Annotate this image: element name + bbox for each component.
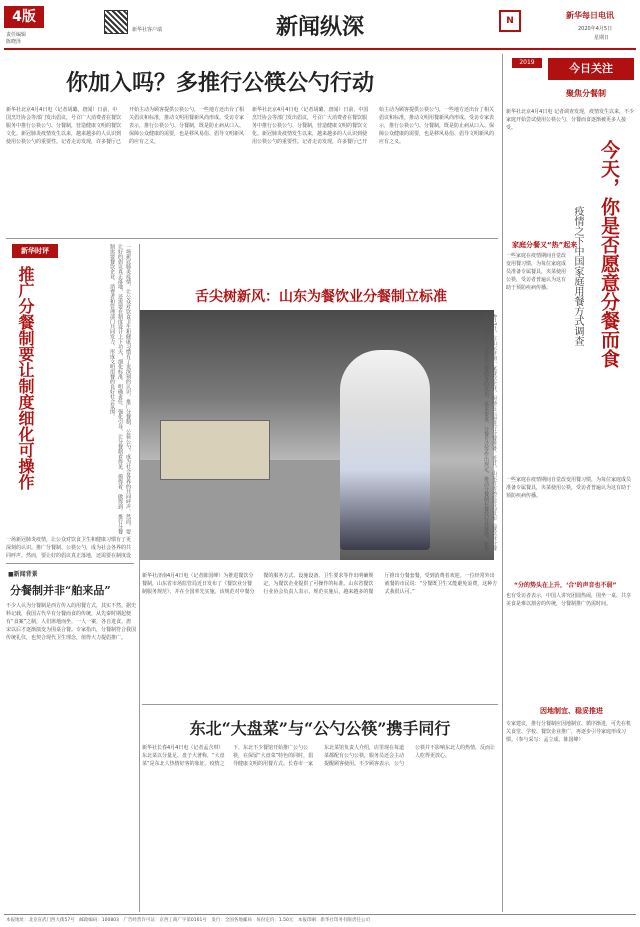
commentary-divider	[6, 563, 134, 564]
bottom-body: 新华社长春4月4日电（记者孟含琪）东北菜以分量足、盘子大著称，“大盘菜”是东北人热情好客的象征。疫情之下，东北不少餐馆开始推广公勺公筷，在保留“大盘菜”特色的同时，倡导健康文明的用餐方式。长春市一家东北菜馆负责人介绍，店里现在每道菜都配有公勺公筷，服务员还会主动提醒顾客使用。不少顾客表示，公勺公筷并不影响东北人的热情，反而让人吃得更放心。	[142, 745, 496, 767]
mid-body: 新华社济南4月4日电（记者陈国峰）为推进餐饮分餐制，山东省市场监管局近日发布了《餐饮业分餐制服务规范》，并在全国率先实施。该规范对中餐分餐的服务方式、设施设备、卫生要求等作出明确规定，为餐饮企业提供了可操作的标准。山东省餐饮行业协会负责人表示，规范实施后，越来越多的餐厅推出分餐套餐，受到消费者欢迎。一位经常外出就餐的市民说：“分餐既卫生又能避免浪费，这种方式我很认可。”	[142, 573, 498, 595]
bottom-headline: 东北“大盘菜”与“公勺公筷”携手同行	[189, 719, 451, 738]
footer-rule	[4, 914, 636, 915]
lead-body-cont: 新华社北京4月4日电（记者胡璐、唐闻）日前，中国烹饪协会等部门发出倡议，号召广大消费者在餐饮服务中推行公筷公勺、分餐制，营造健康文明的餐饮文化。新冠肺炎疫情发生以来，越来越多的人认识到使用公筷公勺的重要性。记者走访发现，许多餐厅已开始主动为顾客提供公筷公勺，一些地方还出台了相关倡议和标准，推动文明用餐新风尚形成。受访专家表示，推行公筷公勺、分餐制，既是防止病从口入、保障公众健康的需要，也是移风易俗、倡导文明新风的应有之义。	[252, 107, 495, 145]
focus-sub-label: 聚焦分餐制	[566, 89, 606, 98]
photo-headline: 舌尖树新风：山东为餐饮业分餐制立标准	[195, 289, 447, 305]
commentary-tag: 新华时评	[12, 244, 58, 258]
issue-date: 2020年4月5日	[578, 26, 613, 32]
right-headline: 今天，你是否愿意分餐而食	[598, 140, 620, 368]
page-number-badge: 4版	[4, 6, 44, 28]
commentary-footnote: 一场新冠肺炎疫情，让公众对饮食卫生和健康习惯有了更深刻的认识。推广分餐制、公筷公勺，成为社会各界的共同呼声。然而，要让好的倡议真正落地，还需要在制度设	[6, 537, 132, 559]
lead-divider	[6, 238, 498, 239]
qr-code[interactable]	[104, 10, 128, 34]
background-title: 分餐制并非“舶来品”	[10, 584, 111, 597]
editor-name: 陈晓泽	[6, 39, 22, 45]
right-section-1: 家庭分餐又“热”起来	[512, 241, 578, 249]
lead-body: 新华社北京4月4日电（记者胡璐、唐闻）日前，中国烹饪协会等部门发出倡议，号召广大消费者在餐饮服务中推行公筷公勺、分餐制，营造健康文明的餐饮文化。新冠肺炎疫情发生以来，越来越多的人认识到使用公筷公勺的重要性。记者走访发现，许多餐厅已开始主动为顾客提供公筷公勺，一些地方还出台了相关倡议和标准，推动文明用餐新风尚形成。受访专家表示，推行公筷公勺、分餐制，既是防止病从口入、保障公众健康的需要，也是移风易俗、倡导文明新风的应有之义。	[6, 107, 244, 145]
editor-label: 责任编辑	[6, 32, 27, 38]
right-section-3-body: 专家建议，推行分餐制应因地制宜、循序渐进，可先在机关食堂、学校、餐饮企业推广，再逐步引导家庭形成习惯。（参与采写：孟立成、陈国峰）	[506, 721, 632, 743]
right-body-2: 一些家庭在疫情期间自觉改变用餐习惯，为每位家庭成员准备专属餐具，夹菜使用公筷，受访者普遍认为这有助于预防疾病传播。	[506, 477, 632, 499]
paper-logo-icon: N	[499, 10, 521, 32]
right-section-1-body: 一些家庭在疫情期间自觉改变用餐习惯，为每位家庭成员准备专属餐具，夹菜使用公筷，受访者普遍认为这有助于预防疾病传播。	[506, 253, 566, 291]
dish-tray	[160, 420, 270, 480]
right-section-3: 因地制宜、稳妥推进	[540, 707, 603, 715]
right-section-2: “分的势头在上升，‘合’的声音也不弱”	[514, 582, 617, 589]
qr-caption: 新华社客户端	[132, 27, 163, 33]
footer-info: 本报地址：北京宣武门西大街57号 邮政编码：100803 广告经营许可证：京西工商广字第0161号 发行：全国各地邮局 每份定价：1.50元 本报印刷：新华社印务有限责任公司	[6, 918, 370, 923]
right-column-rule	[502, 54, 503, 912]
background-tag: ■新闻背景	[8, 571, 38, 578]
badge-year: 2019	[512, 58, 542, 68]
background-body: 不少人认为分餐制是西方传入的用餐方式，其实不然。据史料记载，我国古代早有分餐而食的传统，从先秦时期起便有“食案”之制，人们席地而坐，一人一案，各自进食。唐宋以后才逐渐演变为围桌合餐。专家指出，分餐制符合我国传统礼仪，也契合现代卫生理念，值得大力提倡推广。	[6, 603, 136, 641]
mid-divider	[142, 704, 498, 705]
right-lead-body: 新华社北京4月4日电 记者调查发现，疫情发生以来，不少家庭开始尝试使用公筷公勺，分餐而食逐渐被更多人接受。	[506, 109, 634, 131]
lead-headline: 你加入吗？多推行公筷公勺行动	[66, 70, 375, 96]
photo-caption: 4月3日，在山东济南一家餐饮企业，厨师在后厨进行分餐准备。近日，山东省市场监管局发布《餐饮业分餐制服务规范》，对餐饮分餐服务的术语、基本要求、分餐方式等作出规定，推动分餐制在餐饮行业落地。新华	[483, 314, 497, 552]
right-subtitle: 疫情之下中国家庭用餐方式调查	[572, 206, 583, 346]
commentary-body: 一场新冠肺炎疫情，让公众对饮食卫生和健康习惯有了更深刻的认识。推广分餐制、公筷公勺，成为社会各界的共同呼声。然而，要让好的倡议真正落地，还需要在制度设计上下功夫，细化标准、明确责任、强化引导，让分餐制看得见、摸得着、做得到。推行分餐制需要餐饮企业、消费者和管理部门共同发力，形成文明用餐的良好社会氛围。	[109, 244, 131, 534]
today-focus-badge: 今日关注	[548, 58, 634, 80]
right-section-2-body: 也有受访者表示，中国人讲究团圆热闹，围坐一桌、共享美食是难以割舍的传统，分餐制推广仍需时间。	[506, 593, 632, 607]
issue-weekday: 星期日	[594, 35, 610, 41]
paper-name: 新华每日电讯	[566, 11, 614, 20]
commentary-title: 推广分餐制要让制度细化可操作	[16, 266, 35, 490]
kitchen-photo	[140, 310, 494, 560]
section-title: 新闻纵深	[275, 14, 364, 40]
masthead-rule	[4, 48, 636, 50]
chef-figure	[340, 350, 430, 550]
